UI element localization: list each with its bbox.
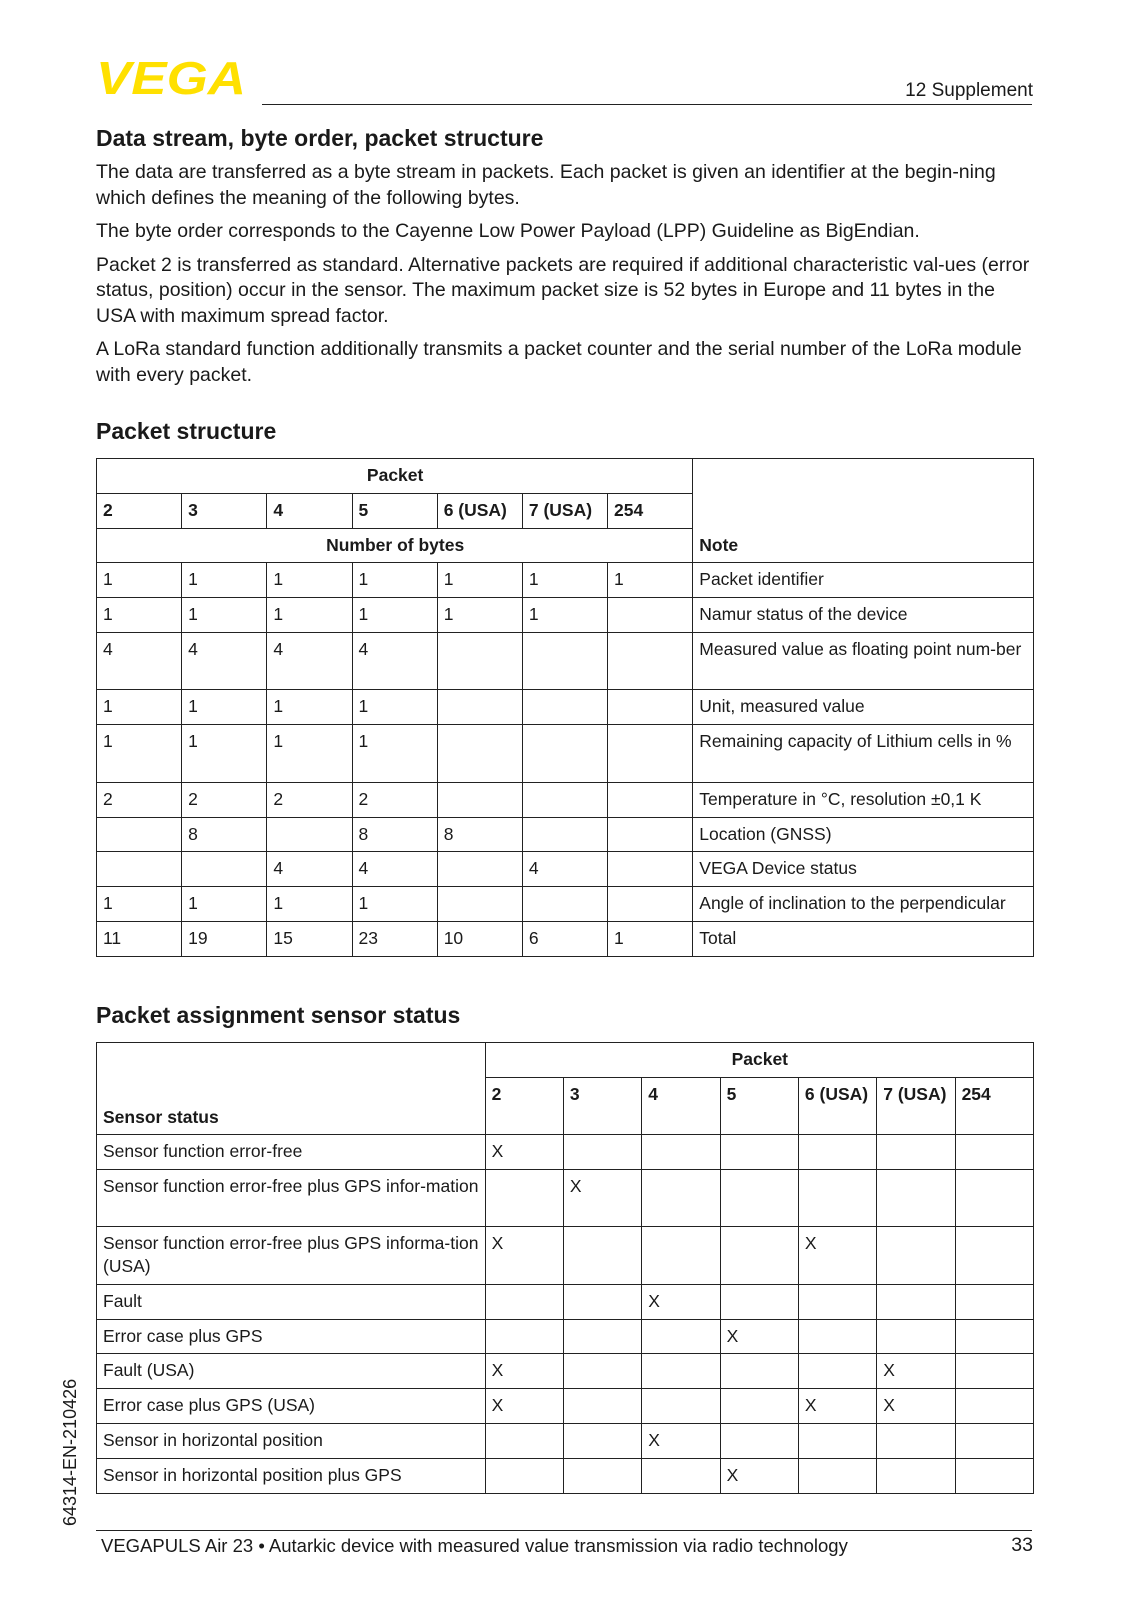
assignment-mark-cell: X bbox=[485, 1354, 563, 1389]
table-row bbox=[97, 817, 1034, 852]
byte-count-cell: 1 bbox=[267, 690, 352, 725]
byte-count-cell: 1 bbox=[97, 690, 182, 725]
table-row bbox=[97, 690, 1034, 725]
byte-count-cell bbox=[522, 782, 607, 817]
byte-count-cell: 23 bbox=[352, 921, 437, 956]
table-row bbox=[97, 632, 1034, 690]
assignment-mark-cell bbox=[955, 1169, 1033, 1227]
byte-count-cell bbox=[437, 852, 522, 887]
byte-count-cell bbox=[97, 852, 182, 887]
packet-column-header: 5 bbox=[720, 1077, 798, 1135]
byte-count-cell bbox=[608, 852, 693, 887]
assignment-mark-cell bbox=[563, 1227, 641, 1285]
note-cell: Remaining capacity of Lithium cells in % bbox=[693, 725, 1034, 783]
section-label: 12 Supplement bbox=[905, 80, 1033, 101]
byte-count-cell bbox=[608, 817, 693, 852]
packet-column-header: 4 bbox=[642, 1077, 720, 1135]
sensor-status-cell: Sensor function error-free bbox=[97, 1135, 486, 1170]
byte-count-cell: 6 bbox=[522, 921, 607, 956]
assignment-mark-cell bbox=[877, 1135, 955, 1170]
packet-structure-table bbox=[96, 458, 1034, 957]
byte-count-cell: 1 bbox=[352, 563, 437, 598]
byte-count-cell bbox=[437, 782, 522, 817]
assignment-mark-cell bbox=[877, 1319, 955, 1354]
intro-paragraph: A LoRa standard function additionally transmits a packet counter and the serial number of the LoRa module with every packet. bbox=[96, 338, 1022, 386]
note-cell: Location (GNSS) bbox=[693, 817, 1034, 852]
table-row bbox=[97, 782, 1034, 817]
assignment-mark-cell bbox=[798, 1424, 876, 1459]
byte-count-cell: 1 bbox=[437, 598, 522, 633]
assignment-mark-cell bbox=[720, 1169, 798, 1227]
assignment-mark-cell: X bbox=[642, 1424, 720, 1459]
byte-count-cell: 1 bbox=[267, 887, 352, 922]
assignment-mark-cell bbox=[642, 1354, 720, 1389]
byte-count-cell bbox=[608, 782, 693, 817]
byte-count-cell bbox=[182, 852, 267, 887]
assignment-mark-cell: X bbox=[798, 1227, 876, 1285]
byte-count-cell: 1 bbox=[608, 563, 693, 598]
assignment-mark-cell: X bbox=[485, 1227, 563, 1285]
assignment-mark-cell bbox=[642, 1227, 720, 1285]
page-number: 33 bbox=[1011, 1534, 1033, 1556]
byte-count-cell: 1 bbox=[267, 563, 352, 598]
svg-text:VEGA: VEGA bbox=[96, 58, 246, 98]
packet-column-header: 3 bbox=[182, 493, 267, 528]
sensor-status-cell: Sensor function error-free plus GPS infor-mation bbox=[97, 1169, 486, 1227]
assignment-mark-cell: X bbox=[485, 1389, 563, 1424]
table-row bbox=[97, 725, 1034, 783]
byte-count-cell: 4 bbox=[97, 632, 182, 690]
assignment-mark-cell bbox=[563, 1389, 641, 1424]
note-header: Note bbox=[693, 459, 1034, 563]
assignment-mark-cell bbox=[798, 1284, 876, 1319]
table-row bbox=[97, 1424, 1034, 1459]
intro-paragraph: Packet 2 is transferred as standard. Alternative packets are required if additional characteristic val-ues (error status, position) occur in the sensor. The maximum packet size is 52 bytes in Europe and 11 bytes in the USA with maximum spread factor. bbox=[96, 253, 1030, 327]
assignment-mark-cell bbox=[955, 1389, 1033, 1424]
byte-count-cell: 1 bbox=[522, 598, 607, 633]
byte-count-cell: 1 bbox=[97, 563, 182, 598]
packet-header: Packet bbox=[485, 1042, 1033, 1077]
byte-count-cell: 4 bbox=[352, 632, 437, 690]
assignment-mark-cell bbox=[877, 1227, 955, 1285]
byte-count-cell bbox=[522, 725, 607, 783]
table-row bbox=[97, 887, 1034, 922]
assignment-mark-cell bbox=[485, 1424, 563, 1459]
assignment-mark-cell bbox=[563, 1284, 641, 1319]
byte-count-cell: 1 bbox=[267, 725, 352, 783]
footer-text: VEGAPULS Air 23 • Autarkic device with measured value transmission via radio technology bbox=[101, 1535, 848, 1556]
assignment-mark-cell bbox=[720, 1354, 798, 1389]
byte-count-cell: 1 bbox=[182, 563, 267, 598]
byte-count-cell: 8 bbox=[352, 817, 437, 852]
sensor-status-cell: Fault (USA) bbox=[97, 1354, 486, 1389]
byte-count-cell: 1 bbox=[437, 563, 522, 598]
byte-count-cell: 10 bbox=[437, 921, 522, 956]
byte-count-cell bbox=[437, 887, 522, 922]
byte-count-cell: 1 bbox=[522, 563, 607, 598]
byte-count-cell: 1 bbox=[608, 921, 693, 956]
assignment-mark-cell bbox=[485, 1319, 563, 1354]
assignment-mark-cell bbox=[798, 1319, 876, 1354]
byte-count-cell: 2 bbox=[267, 782, 352, 817]
table-row bbox=[97, 852, 1034, 887]
packet-column-header: 5 bbox=[352, 493, 437, 528]
note-cell: Measured value as floating point num-ber bbox=[693, 632, 1034, 690]
byte-count-cell: 4 bbox=[182, 632, 267, 690]
assignment-mark-cell bbox=[642, 1319, 720, 1354]
assignment-mark-cell bbox=[642, 1169, 720, 1227]
table-row bbox=[97, 1227, 1034, 1285]
table-row bbox=[97, 563, 1034, 598]
sensor-status-cell: Sensor in horizontal position bbox=[97, 1424, 486, 1459]
byte-count-cell: 4 bbox=[267, 632, 352, 690]
assignment-mark-cell bbox=[563, 1354, 641, 1389]
sensor-status-cell: Sensor function error-free plus GPS informa-tion (USA) bbox=[97, 1227, 486, 1285]
assignment-mark-cell bbox=[955, 1424, 1033, 1459]
packet-column-header: 7 (USA) bbox=[877, 1077, 955, 1135]
note-cell: Namur status of the device bbox=[693, 598, 1034, 633]
assignment-mark-cell: X bbox=[485, 1135, 563, 1170]
sensor-status-cell: Fault bbox=[97, 1284, 486, 1319]
assignment-mark-cell bbox=[955, 1135, 1033, 1170]
note-cell: Unit, measured value bbox=[693, 690, 1034, 725]
header-rule bbox=[262, 104, 1032, 105]
byte-count-cell bbox=[267, 817, 352, 852]
intro-paragraph: The data are transferred as a byte stream in packets. Each packet is given an identifier at the begin-ning which defines the meaning of the following bytes. bbox=[96, 161, 996, 209]
document-code: 64314-EN-210426 bbox=[60, 1378, 80, 1526]
packet-column-header: 3 bbox=[563, 1077, 641, 1135]
byte-count-cell: 4 bbox=[352, 852, 437, 887]
packet-column-header: 254 bbox=[608, 493, 693, 528]
table-row bbox=[97, 1458, 1034, 1493]
byte-count-cell bbox=[608, 725, 693, 783]
table-row bbox=[97, 1389, 1034, 1424]
byte-count-cell: 1 bbox=[97, 598, 182, 633]
table-row bbox=[97, 1284, 1034, 1319]
packet-column-header: 6 (USA) bbox=[437, 493, 522, 528]
assignment-mark-cell bbox=[642, 1135, 720, 1170]
assignment-mark-cell bbox=[877, 1284, 955, 1319]
byte-count-cell bbox=[522, 632, 607, 690]
sensor-status-cell: Error case plus GPS (USA) bbox=[97, 1389, 486, 1424]
packet-column-header: 6 (USA) bbox=[798, 1077, 876, 1135]
sensor-status-title: Packet assignment sensor status bbox=[96, 1001, 461, 1028]
byte-count-cell bbox=[437, 690, 522, 725]
assignment-mark-cell bbox=[642, 1458, 720, 1493]
assignment-mark-cell bbox=[485, 1458, 563, 1493]
assignment-mark-cell: X bbox=[798, 1389, 876, 1424]
assignment-mark-cell bbox=[485, 1284, 563, 1319]
packet-column-header: 254 bbox=[955, 1077, 1033, 1135]
byte-count-cell: 15 bbox=[267, 921, 352, 956]
byte-count-cell: 11 bbox=[97, 921, 182, 956]
intro-title: Data stream, byte order, packet structure bbox=[96, 125, 544, 151]
assignment-mark-cell bbox=[955, 1284, 1033, 1319]
assignment-mark-cell: X bbox=[720, 1319, 798, 1354]
byte-count-cell: 1 bbox=[267, 598, 352, 633]
assignment-mark-cell bbox=[877, 1169, 955, 1227]
packet-column-header: 7 (USA) bbox=[522, 493, 607, 528]
assignment-mark-cell: X bbox=[642, 1284, 720, 1319]
assignment-mark-cell bbox=[955, 1319, 1033, 1354]
assignment-mark-cell bbox=[720, 1284, 798, 1319]
assignment-mark-cell bbox=[798, 1169, 876, 1227]
byte-count-cell bbox=[608, 690, 693, 725]
sensor-status-cell: Error case plus GPS bbox=[97, 1319, 486, 1354]
assignment-mark-cell bbox=[563, 1319, 641, 1354]
byte-count-cell: 1 bbox=[182, 887, 267, 922]
byte-count-cell: 8 bbox=[182, 817, 267, 852]
note-cell: Angle of inclination to the perpendicular bbox=[693, 887, 1034, 922]
byte-count-cell bbox=[522, 690, 607, 725]
byte-count-cell: 1 bbox=[182, 725, 267, 783]
byte-count-cell bbox=[608, 887, 693, 922]
byte-count-cell: 4 bbox=[522, 852, 607, 887]
sensor-status-table bbox=[96, 1042, 1034, 1494]
packet-column-header: 4 bbox=[267, 493, 352, 528]
table-row bbox=[97, 1169, 1034, 1227]
assignment-mark-cell bbox=[955, 1354, 1033, 1389]
assignment-mark-cell bbox=[798, 1135, 876, 1170]
main-content bbox=[96, 124, 1032, 1494]
packet-structure-title: Packet structure bbox=[96, 418, 277, 444]
sensor-status-header: Sensor status bbox=[97, 1042, 486, 1134]
byte-count-cell bbox=[608, 598, 693, 633]
byte-count-cell: 1 bbox=[352, 887, 437, 922]
footer-rule bbox=[96, 1530, 1032, 1531]
byte-count-cell: 4 bbox=[267, 852, 352, 887]
assignment-mark-cell bbox=[720, 1424, 798, 1459]
table-row bbox=[97, 1319, 1034, 1354]
sensor-status-cell: Sensor in horizontal position plus GPS bbox=[97, 1458, 486, 1493]
assignment-mark-cell: X bbox=[877, 1354, 955, 1389]
table-row bbox=[97, 1354, 1034, 1389]
assignment-mark-cell bbox=[798, 1458, 876, 1493]
byte-count-cell: 1 bbox=[182, 598, 267, 633]
vega-logo bbox=[96, 58, 248, 98]
assignment-mark-cell: X bbox=[720, 1458, 798, 1493]
byte-count-cell: 8 bbox=[437, 817, 522, 852]
assignment-mark-cell: X bbox=[563, 1169, 641, 1227]
byte-count-cell bbox=[97, 817, 182, 852]
byte-count-cell: 1 bbox=[182, 690, 267, 725]
note-cell: Packet identifier bbox=[693, 563, 1034, 598]
byte-count-cell: 1 bbox=[97, 887, 182, 922]
byte-count-cell: 19 bbox=[182, 921, 267, 956]
intro-paragraph: The byte order corresponds to the Cayenne Low Power Payload (LPP) Guideline as BigEndian. bbox=[96, 220, 920, 242]
byte-count-cell bbox=[437, 725, 522, 783]
assignment-mark-cell bbox=[877, 1458, 955, 1493]
note-cell: VEGA Device status bbox=[693, 852, 1034, 887]
byte-count-cell: 1 bbox=[352, 725, 437, 783]
note-cell: Temperature in °C, resolution ±0,1 K bbox=[693, 782, 1034, 817]
bytes-header: Number of bytes bbox=[97, 528, 693, 563]
byte-count-cell: 1 bbox=[97, 725, 182, 783]
assignment-mark-cell bbox=[955, 1227, 1033, 1285]
byte-count-cell: 1 bbox=[352, 690, 437, 725]
byte-count-cell: 2 bbox=[97, 782, 182, 817]
assignment-mark-cell bbox=[563, 1424, 641, 1459]
byte-count-cell: 1 bbox=[352, 598, 437, 633]
note-cell: Total bbox=[693, 921, 1034, 956]
packet-column-header: 2 bbox=[97, 493, 182, 528]
byte-count-cell bbox=[522, 817, 607, 852]
table-row bbox=[97, 598, 1034, 633]
byte-count-cell: 2 bbox=[352, 782, 437, 817]
assignment-mark-cell bbox=[720, 1135, 798, 1170]
assignment-mark-cell bbox=[563, 1135, 641, 1170]
byte-count-cell bbox=[437, 632, 522, 690]
table-row bbox=[97, 921, 1034, 956]
byte-count-cell bbox=[522, 887, 607, 922]
assignment-mark-cell bbox=[563, 1458, 641, 1493]
assignment-mark-cell bbox=[642, 1389, 720, 1424]
byte-count-cell bbox=[608, 632, 693, 690]
table-row bbox=[97, 1135, 1034, 1170]
assignment-mark-cell bbox=[877, 1424, 955, 1459]
assignment-mark-cell bbox=[720, 1389, 798, 1424]
byte-count-cell: 2 bbox=[182, 782, 267, 817]
assignment-mark-cell bbox=[485, 1169, 563, 1227]
assignment-mark-cell bbox=[720, 1227, 798, 1285]
assignment-mark-cell: X bbox=[877, 1389, 955, 1424]
packet-column-header: 2 bbox=[485, 1077, 563, 1135]
assignment-mark-cell bbox=[798, 1354, 876, 1389]
packet-header: Packet bbox=[97, 459, 693, 494]
assignment-mark-cell bbox=[955, 1458, 1033, 1493]
